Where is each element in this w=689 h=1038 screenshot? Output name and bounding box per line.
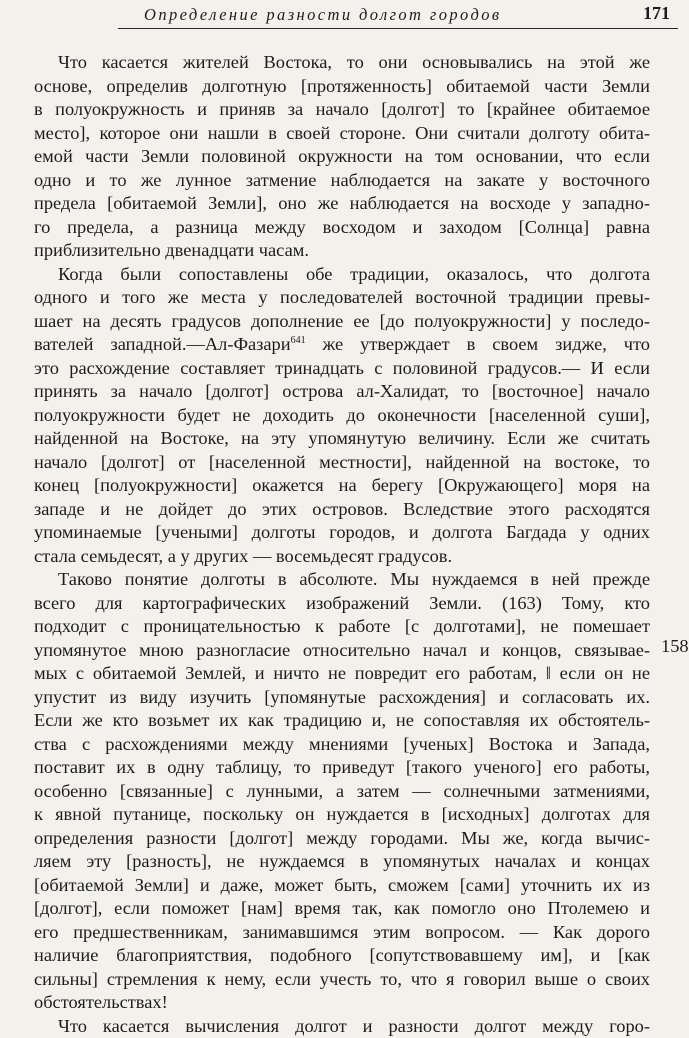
- text-line: западе и не дойдет до этих островов. Вследствие этого расходятся: [34, 498, 650, 522]
- text-line: найденной на Востоке, на эту упомянутую величину. Если же считать: [34, 427, 650, 451]
- page-number: 171: [643, 3, 670, 24]
- text-line: принять за начало [долгот] острова ал-Халидат, то [восточное] начало: [34, 380, 650, 404]
- text-line: Что касается жителей Востока, то они основывались на этой же: [34, 51, 650, 75]
- text-line: ства с расхождениями между мнениями [ученых] Востока и Запада,: [34, 733, 650, 757]
- text-line: [обитаемой Земли] и даже, может быть, сможем [сами] уточнить их из: [34, 874, 650, 898]
- header-rule: [118, 28, 678, 29]
- original-page-marker: 158: [661, 635, 689, 659]
- text-line: приблизительно двенадцати часам.: [34, 239, 650, 263]
- text-line: основе, определив долготную [протяженность] обитаемой части Земли: [34, 75, 650, 99]
- text-line: упоминаемые [учеными] долготы городов, и долгота Багдада у одних: [34, 521, 650, 545]
- text-line: поставит их в одну таблицу, то приведут [такого ученого] его работы,: [34, 756, 650, 780]
- footnote-reference: 641: [291, 335, 306, 346]
- text-line: [долгот], если поможет [нам] время так, как помогло оно Птолемею и: [34, 897, 650, 921]
- text-line: Таково понятие долготы в абсолюте. Мы нуждаемся в ней прежде: [34, 568, 650, 592]
- text-line: одно и то же лунное затмение наблюдается на закате у восточного: [34, 169, 650, 193]
- text-line: одного и того же места у последователей восточной традиции превы-: [34, 286, 650, 310]
- text-line: шает на десять градусов дополнение ее [до полуокружности] у последо-: [34, 310, 650, 334]
- text-line: конец [полуокружности] окажется на берегу [Окружающего] моря на: [34, 474, 650, 498]
- text-line: обстоятельствах!: [34, 991, 650, 1015]
- text-line: Если же кто возьмет их как традицию и, не сопоставляя их обстоятель-: [34, 709, 650, 733]
- text-segment: вателей западной.—Ал-Фазари: [34, 334, 291, 354]
- text-line: место], которое они нашли в своей стороне. Они считали долготу обита-: [34, 122, 650, 146]
- text-line: упомянутое мною разногласие относительно начал и концов, связывае-: [34, 639, 650, 663]
- text-line: мых с обитаемой Землей, и ничто не повредит его работам, ‖ если он не: [34, 662, 650, 686]
- text-line: упустит из виду изучить [упомянутые расхождения] и согласовать их.: [34, 686, 650, 710]
- running-header: [118, 3, 678, 29]
- text-line: начало [долгот] от [населенной местности], найденной на востоке, то: [34, 451, 650, 475]
- text-line: Что касается вычисления долгот и разности долгот между горо-: [34, 1015, 650, 1038]
- text-line: го предела, а разница между восходом и заходом [Солнца] равна: [34, 216, 650, 240]
- text-line: предела [обитаемой Земли], оно же наблюдается на восходе у западно-: [34, 192, 650, 216]
- text-line: ляем эту [разность], не нуждаемся в упомянутых началах и концах: [34, 850, 650, 874]
- running-title: Определение разности долгот городов: [144, 5, 501, 25]
- text-line: стала семьдесят, а у других — восемьдесят градусов.: [34, 545, 650, 569]
- text-line: всего для картографических изображений Земли. (163) Тому, кто: [34, 592, 650, 616]
- text-line: его предшественникам, занимавшимся этим вопросом. — Как дорого: [34, 921, 650, 945]
- body-text: [34, 51, 650, 1038]
- text-line: полуокружности будет не доходить до оконечности [населенной суши],: [34, 404, 650, 428]
- text-line: подходит с проницательностью к работе [с долготами], не помешает: [34, 615, 650, 639]
- text-line: сильны] стремления к нему, если учесть то, что я говорил выше о своих: [34, 968, 650, 992]
- text-line-with-footnote: [34, 333, 650, 357]
- text-segment: же утверждает в своем зидже, что: [306, 334, 650, 354]
- text-line: к явной путанице, поскольку он нуждается в [исходных] долготах для: [34, 803, 650, 827]
- text-line: Когда были сопоставлены обе традиции, оказалось, что долгота: [34, 263, 650, 287]
- text-line: определения разности [долгот] между городами. Мы же, когда вычис-: [34, 827, 650, 851]
- text-line: емой части Земли половиной окружности на том основании, что если: [34, 145, 650, 169]
- text-line: это расхождение составляет тринадцать с половиной градусов.— И если: [34, 357, 650, 381]
- text-line: в полуокружность и приняв за начало [долгот] то [крайнее обитаемое: [34, 98, 650, 122]
- text-line: особенно [связанные] с лунными, а затем — солнечными затмениями,: [34, 780, 650, 804]
- text-line: наличие благоприятствия, подобного [сопутствовавшему им], и [как: [34, 944, 650, 968]
